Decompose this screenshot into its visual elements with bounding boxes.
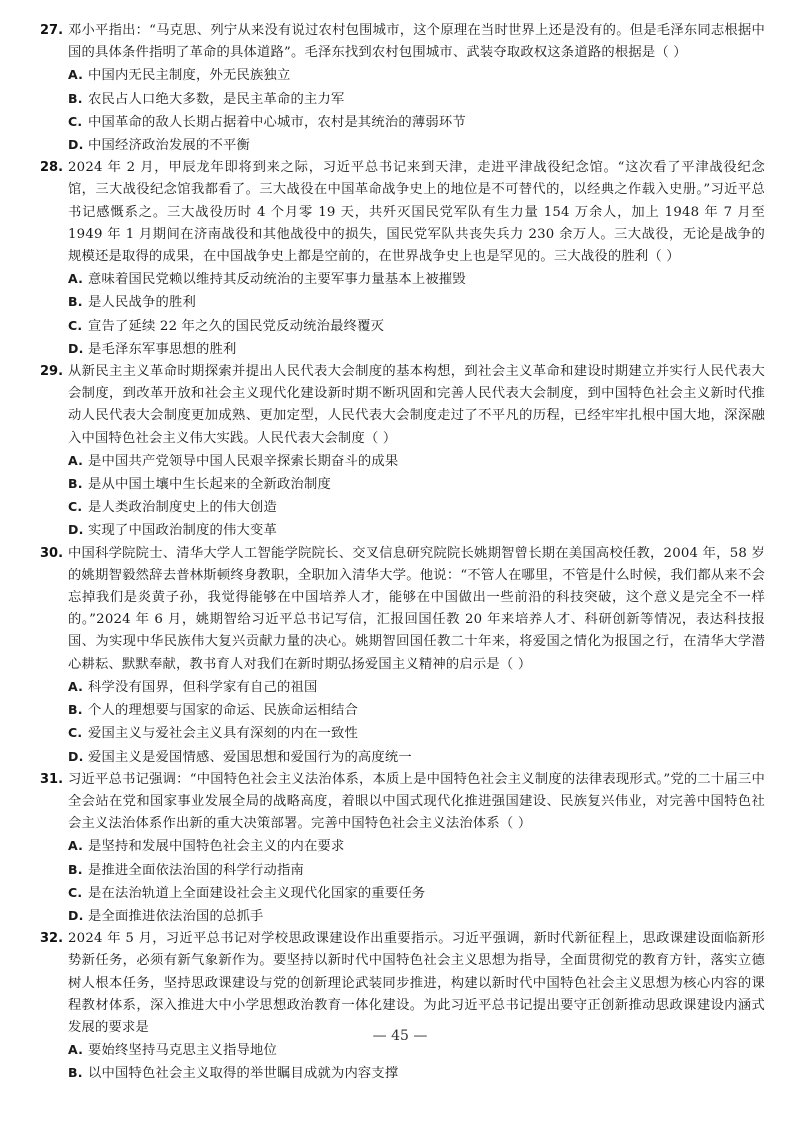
option-item (68, 268, 765, 291)
option-letter: A. (68, 838, 84, 854)
option-text: 是中国共产党领导中国人民艰辛探索长期奋斗的成果 (88, 453, 399, 469)
question-stem: 2024 年 2 月，甲辰龙年即将到来之际，习近平总书记来到天津，走进平津战役纪念馆。“这次看了平津战役纪念馆，三大战役纪念馆我都看了。三大战役在中国革命战争史上的地位是不可替代的，以经典之作载入史册。”习近平总书记感慨系之。三大战役历时 4 个月零 19 天，共歼灭国民党军队有生力量 154 万余人，加上 1948 年 7 月至 1949 年 1 月期间在济南战役和其他战役中的损失，国民党军队共丧失兵力 230 余万人。三大战役，无论是战争的规模还是取得的成果，在中国战争史上都是空前的，在世界战争史上也是罕见的。三大战役的胜利（ ） (68, 160, 765, 265)
option-list (68, 1039, 765, 1085)
option-item (68, 859, 765, 882)
option-letter: D. (68, 907, 84, 923)
option-item (68, 496, 765, 519)
option-letter: C. (68, 499, 83, 515)
option-text: 以中国特色社会主义取得的举世瞩目成就为内容支撑 (88, 1066, 399, 1082)
option-text: 是毛泽东军事思想的胜利 (88, 341, 237, 357)
question-29 (40, 361, 765, 543)
option-item (68, 291, 765, 314)
option-letter: C. (68, 113, 83, 129)
option-letter: D. (68, 748, 84, 764)
option-text: 科学没有国界，但科学家有自己的祖国 (88, 679, 318, 695)
option-item (68, 676, 765, 699)
option-item (68, 111, 765, 134)
question-number: 31. (40, 771, 64, 787)
option-letter: B. (68, 294, 83, 310)
option-text: 中国经济政治发展的不平衡 (88, 138, 250, 154)
option-text: 爱国主义与爱社会主义具有深刻的内在一致性 (88, 726, 358, 742)
question-stem: 邓小平指出：“马克思、列宁从来没有说过农村包围城市，这个原理在当时世界上还是没有的。但是毛泽东同志根据中国的具体条件指明了革命的具体道路”。毛泽东找到农村包围城市、武装夺取政权这条道路的根据是（ ） (68, 23, 765, 61)
option-text: 是从中国土壤中生长起来的全新政治制度 (88, 477, 331, 493)
question-number: 29. (40, 364, 64, 380)
question-number: 28. (40, 160, 64, 176)
question-stem: 2024 年 5 月，习近平总书记对学校思政课建设作出重要指示。习近平强调，新时代新征程上，思政课建设面临新形势新任务，必须有新气象新作为。要坚持以新时代中国特色社会主义思想为指导，全面贯彻党的教育方针，落实立德树人根本任务，坚持思政课建设与党的创新理论武装同步推进，构建以新时代中国特色社会主义思想为核心内容的课程教材体系，深入推进大中小学思想政治教育一体化建设。为此习近平总书记提出要守正创新推动思政课建设内涵式发展的要求是 (68, 931, 765, 1035)
option-item (68, 473, 765, 496)
question-31 (40, 769, 765, 928)
option-item (68, 64, 765, 87)
option-list (68, 268, 765, 361)
option-list (68, 450, 765, 543)
option-item (68, 450, 765, 473)
option-list (68, 64, 765, 157)
option-letter: B. (68, 861, 83, 877)
option-letter: A. (68, 67, 84, 83)
option-text: 要始终坚持马克思主义指导地位 (88, 1043, 277, 1059)
option-letter: A. (68, 678, 84, 694)
option-text: 中国内无民主制度，外无民族独立 (88, 68, 291, 84)
question-stem: 从新民主主义革命时期探索并提出人民代表大会制度的基本构想，到社会主义革命和建设时期建立并实行人民代表大会制度，到改革开放和社会主义现代化建设新时期不断巩固和完善人民代表大会制度，到中国特色社会主义新时代推动人民代表大会制度更加成熟、更加定型，人民代表大会制度走过了不平凡的历程，已经牢牢扎根中国大地，深深融入中国特色社会主义伟大实践。人民代表大会制度（ ） (68, 364, 765, 446)
option-letter: C. (68, 725, 83, 741)
option-text: 中国革命的敌人长期占据着中心城市，农村是其统治的薄弱环节 (88, 114, 466, 130)
option-letter: C. (68, 317, 83, 333)
option-item (68, 315, 765, 338)
question-stem: 习近平总书记强调：“中国特色社会主义法治体系，本质上是中国特色社会主义制度的法律表现形式。”党的二十届三中全会站在党和国家事业发展全局的战略高度，着眼以中国式现代化推进强国建设、民族复兴伟业，对完善中国特色社会主义法治体系作出新的重大决策部署。完善中国特色社会主义法治体系（ ） (68, 771, 765, 832)
option-item (68, 722, 765, 745)
question-number: 32. (40, 931, 64, 947)
option-item (68, 835, 765, 858)
option-item (68, 134, 765, 157)
option-item (68, 519, 765, 542)
option-letter: D. (68, 340, 84, 356)
option-text: 是推进全面依法治国的科学行动指南 (88, 862, 304, 878)
option-item (68, 1062, 765, 1085)
option-item (68, 882, 765, 905)
option-text: 是人类政治制度史上的伟大创造 (88, 500, 277, 516)
question-stem: 中国科学院院士、清华大学人工智能学院院长、交叉信息研究院院长姚期智曾长期在美国高校任教，2004 年，58 岁的姚期智毅然辞去普林斯顿终身教职，全职加入清华大学。他说：“不管人在哪里，不管是什么时候，我们都从来不会忘掉我们是炎黄子孙，我觉得能够在中国培养人才，能够在中国做出一些前沿的科技突破，这个意义是完全不一样的。”2024 年 6 月，姚期智给习近平总书记写信，汇报回国任教 20 年来培养人才、科研创新等情况，表达科技报国、为实现中华民族伟大复兴贡献力量的决心。姚期智回国任教二十年来，将爱国之情化为报国之行，在清华大学潜心耕耘、默默奉献，教书育人对我们在新时期弘扬爱国主义精神的启示是（ ） (68, 545, 765, 672)
question-28 (40, 157, 765, 361)
option-text: 宣告了延续 22 年之久的国民党反动统治最终覆灭 (88, 318, 385, 334)
option-letter: A. (68, 1042, 84, 1058)
page-number: — 45 — (372, 1028, 428, 1044)
option-letter: B. (68, 476, 83, 492)
option-letter: C. (68, 884, 83, 900)
option-text: 是坚持和发展中国特色社会主义的内在要求 (88, 839, 345, 855)
option-item (68, 88, 765, 111)
option-item (68, 746, 765, 769)
option-text: 是在法治轨道上全面建设社会主义现代化国家的重要任务 (88, 885, 426, 901)
option-letter: B. (68, 1065, 83, 1081)
question-number: 30. (40, 545, 64, 561)
option-text: 爱国主义是爱国情感、爱国思想和爱国行为的高度统一 (88, 749, 412, 765)
question-32 (40, 928, 765, 1085)
option-item (68, 905, 765, 928)
question-27 (40, 20, 765, 157)
question-number: 27. (40, 23, 64, 38)
option-list (68, 676, 765, 769)
option-letter: B. (68, 90, 83, 106)
question-30 (40, 543, 765, 769)
option-letter: A. (68, 452, 84, 468)
option-item (68, 699, 765, 722)
option-list (68, 835, 765, 928)
option-text: 是全面推进依法治国的总抓手 (88, 908, 264, 924)
option-letter: D. (68, 137, 84, 153)
option-letter: B. (68, 702, 83, 718)
option-text: 意味着国民党赖以维持其反动统治的主要军事力量基本上被摧毁 (88, 272, 466, 288)
option-item (68, 338, 765, 361)
option-letter: A. (68, 271, 84, 287)
option-text: 是人民战争的胜利 (88, 295, 196, 311)
option-letter: D. (68, 522, 84, 538)
option-text: 农民占人口绝大多数，是民主革命的主力军 (88, 91, 345, 107)
option-text: 个人的理想要与国家的命运、民族命运相结合 (88, 703, 358, 719)
option-text: 实现了中国政治制度的伟大变革 (88, 523, 277, 539)
question-sheet (40, 20, 765, 1086)
